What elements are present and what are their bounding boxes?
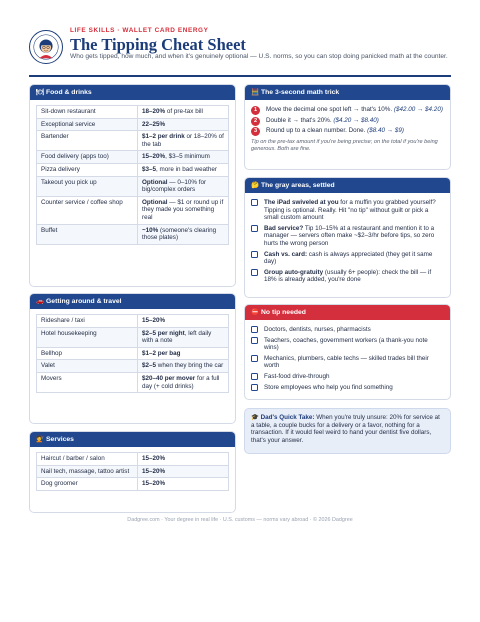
item-text: for a muffin you grabbed yourself? Tipping is optional. Really. Hit "no tip" without guilt or pick a small custom amount (264, 199, 436, 222)
service-cell: Exceptional service (37, 118, 138, 131)
step-number-badge: 1 (251, 106, 260, 115)
table-row (37, 131, 229, 151)
travel-header (30, 294, 235, 309)
item-text: (usually 6+ people): check the bill — if 18% is already added, you're done (264, 268, 432, 284)
no-tip-card (244, 304, 451, 400)
math-trick-title: The 3-second math trick (261, 89, 340, 96)
services-title: Services (46, 436, 74, 443)
no-tip-list (245, 320, 450, 391)
tip-amount-bold: 15–20% (142, 467, 166, 475)
tip-amount-cell (138, 453, 229, 466)
tip-amount-bold: $2–5 per night (142, 329, 185, 337)
step-example: ($8.40 → $9) (367, 127, 404, 135)
service-cell: Nail tech, massage, tattoo artist (37, 465, 138, 478)
step-example: ($4.20 → $8.40) (333, 116, 379, 124)
tip-amount-bold: ~10% (142, 226, 159, 234)
gray-areas-list (245, 193, 450, 284)
tip-amount-bold: $1–2 per bag (142, 349, 181, 357)
list-item (251, 337, 444, 352)
checkbox-icon (251, 384, 258, 391)
item-text: Store employees who help you find something (264, 383, 393, 391)
item-text: Fast-food drive-through (264, 372, 330, 380)
food-drinks-card (29, 84, 236, 287)
travel-card (29, 293, 236, 424)
service-cell: Buffet (37, 224, 138, 244)
tip-amount-cell (138, 163, 229, 176)
tip-amount-cell (138, 118, 229, 131)
step-example: ($42.00 → $4.20) (393, 106, 443, 113)
tip-amount-detail: , more in bad weather (156, 165, 217, 173)
gray-areas-card (244, 177, 451, 298)
services-card (29, 431, 236, 513)
dadgree-logo-icon (29, 30, 63, 64)
math-trick-card (244, 84, 451, 170)
tip-amount-bold: Optional (142, 198, 168, 206)
tip-amount-cell (138, 196, 229, 224)
list-item (251, 225, 444, 248)
table-row (37, 360, 229, 373)
gray-areas-header (245, 178, 450, 193)
tip-amount-detail: of pre-tax bill (165, 108, 203, 115)
plate-icon: 🍽 (36, 89, 45, 96)
no-tip-header (245, 305, 450, 320)
table-row (37, 327, 229, 347)
tip-amount-bold: $1–2 per drink (142, 133, 185, 141)
tip-amount-cell (138, 347, 229, 360)
tip-amount-cell (138, 315, 229, 328)
list-item (251, 384, 444, 392)
table-row (37, 176, 229, 196)
item-text: Tip 10–15% at a restaurant and mention it to a manager — servers often make ~$2–3/hr before tips, so zero hurts the wrong person (264, 224, 435, 247)
table-row (37, 224, 229, 244)
gray-areas-title: The gray areas, settled (261, 182, 335, 189)
thinking-face-icon: 🤔 (251, 182, 260, 189)
tip-amount-cell (138, 131, 229, 151)
checkbox-icon (251, 269, 258, 276)
item-text: cash is always appreciated (they get it same day) (264, 250, 433, 266)
checkbox-icon (251, 225, 258, 232)
step-text: Move the decimal one spot left → that's 10%. (266, 106, 394, 113)
tip-amount-cell (138, 176, 229, 196)
service-cell: Bartender (37, 131, 138, 151)
table-row (37, 465, 229, 478)
tip-amount-bold: 15–20% (142, 480, 166, 488)
tip-amount-bold: 18–20% (142, 108, 166, 115)
tip-amount-bold: 15–20% (142, 455, 166, 462)
checkbox-icon (251, 199, 258, 206)
travel-table (36, 314, 229, 393)
tip-amount-bold: 22–25% (142, 120, 166, 128)
tip-amount-bold: 15–20% (142, 317, 166, 324)
abacus-icon: 🧮 (251, 89, 260, 96)
table-row (37, 151, 229, 164)
tip-amount-detail: (someone's clearing those plates) (142, 226, 217, 242)
service-cell: Dog groomer (37, 478, 138, 491)
tip-amount-cell (138, 372, 229, 392)
tip-amount-cell (138, 151, 229, 164)
list-item (251, 269, 444, 284)
table-row (37, 163, 229, 176)
car-icon: 🚗 (36, 298, 45, 305)
page-header (29, 26, 451, 76)
table-row (37, 453, 229, 466)
service-cell: Sit-down restaurant (37, 106, 138, 119)
tip-amount-detail: — $1 or round up if they made you something real (142, 198, 224, 221)
table-row (37, 196, 229, 224)
step-number-badge: 2 (251, 117, 260, 126)
no-tip-title: No tip needed (261, 309, 306, 316)
item-text: Mechanics, plumbers, cable techs — skilled trades bill their worth (264, 354, 429, 370)
table-row (37, 118, 229, 131)
item-bold: Group auto-gratuity (264, 268, 324, 276)
food-drinks-table (36, 105, 229, 245)
tip-amount-cell (138, 106, 229, 119)
tip-amount-detail: for a full day (+ cold drinks) (142, 374, 220, 390)
tip-amount-cell (138, 478, 229, 491)
step-number-badge: 3 (251, 127, 260, 136)
service-cell: Takeout you pick up (37, 176, 138, 196)
checkbox-icon (251, 373, 258, 380)
table-row (37, 347, 229, 360)
tip-amount-detail: , left daily with a note (142, 329, 212, 345)
list-item (251, 199, 444, 222)
food-drinks-title: Food & drinks (46, 89, 92, 96)
page-title: The Tipping Cheat Sheet (70, 35, 246, 54)
math-step (251, 117, 444, 125)
tip-amount-bold: $2–5 (142, 362, 157, 370)
tip-amount-detail: when they bring the car (156, 362, 224, 370)
item-bold: Cash vs. card: (264, 250, 308, 258)
tip-amount-bold: 15–20% (142, 153, 166, 161)
food-drinks-header (30, 85, 235, 100)
tip-amount-cell (138, 327, 229, 347)
travel-title: Getting around & travel (46, 298, 122, 305)
services-table (36, 452, 229, 491)
service-cell: Bellhop (37, 347, 138, 360)
quick-take-label: Dad's Quick Take: (260, 414, 315, 421)
service-cell: Valet (37, 360, 138, 373)
service-cell: Food delivery (apps too) (37, 151, 138, 164)
table-row (37, 372, 229, 392)
table-row (37, 478, 229, 491)
math-step (251, 106, 444, 114)
tip-amount-cell (138, 360, 229, 373)
tip-amount-bold: $20–40 per mover (142, 374, 196, 382)
checkbox-icon (251, 326, 258, 333)
math-step (251, 127, 444, 135)
cartoon-dad-avatar-icon (30, 31, 62, 63)
service-cell: Haircut / barber / salon (37, 453, 138, 466)
tip-amount-bold: $3–5 (142, 165, 157, 173)
math-tip-note: Tip on the pre-tax amount if you're being precise; on the total if you're being generous. Both are fine. (251, 138, 438, 152)
step-text: Double it → that's 20%. (266, 116, 334, 124)
checkbox-icon (251, 251, 258, 258)
tip-amount-cell (138, 465, 229, 478)
list-item (251, 373, 444, 381)
page-footer: Dadgree.com · Your degree in real life · U.S. customs — norms vary abroad · © 2026 Dadgree (127, 517, 353, 523)
item-bold: Bad service? (264, 224, 304, 232)
haircut-person-icon: 💇 (36, 436, 45, 443)
tip-amount-cell (138, 224, 229, 244)
eyebrow-label: LIFE SKILLS · WALLET CARD ENERGY (70, 27, 209, 34)
item-text: Doctors, dentists, nurses, pharmacists (264, 326, 371, 333)
tip-amount-detail: or 18–20% of the tab (142, 133, 224, 148)
tip-amount-detail: — 0–10% for big/complex orders (142, 178, 207, 194)
header-divider (29, 75, 451, 77)
service-cell: Rideshare / taxi (37, 315, 138, 328)
item-text: Teachers, coaches, government workers (a thank-you note wins) (264, 336, 428, 352)
item-bold: The iPad swiveled at you (264, 199, 339, 206)
checkbox-icon (251, 355, 258, 362)
step-text: Round up to a clean number. Done. (266, 127, 368, 135)
list-item (251, 251, 444, 266)
list-item (251, 326, 444, 334)
dads-quick-take (244, 408, 451, 454)
table-row (37, 315, 229, 328)
service-cell: Counter service / coffee shop (37, 196, 138, 224)
service-cell: Pizza delivery (37, 163, 138, 176)
page-subtitle: Who gets tipped, how much, and when it's genuinely optional — U.S. norms, so you can stop doing panicked math at the counter. (70, 53, 448, 60)
graduation-cap-icon: 🎓 (251, 414, 259, 421)
service-cell: Movers (37, 372, 138, 392)
math-steps-list (245, 100, 450, 135)
tip-amount-bold: Optional (142, 178, 168, 186)
tip-amount-detail: , $3–5 minimum (165, 153, 210, 161)
services-header (30, 432, 235, 447)
service-cell: Hotel housekeeping (37, 327, 138, 347)
quick-take-text: When you're truly unsure: 20% for service at a table, a couple bucks for a delivery or a favor, nothing for a transaction. If it would feel weird to hand your dentist five dollars, that's your answer. (251, 414, 440, 444)
math-trick-header (245, 85, 450, 100)
list-item (251, 355, 444, 370)
checkbox-icon (251, 337, 258, 344)
table-row (37, 106, 229, 119)
no-entry-icon: ⛔ (251, 309, 260, 316)
